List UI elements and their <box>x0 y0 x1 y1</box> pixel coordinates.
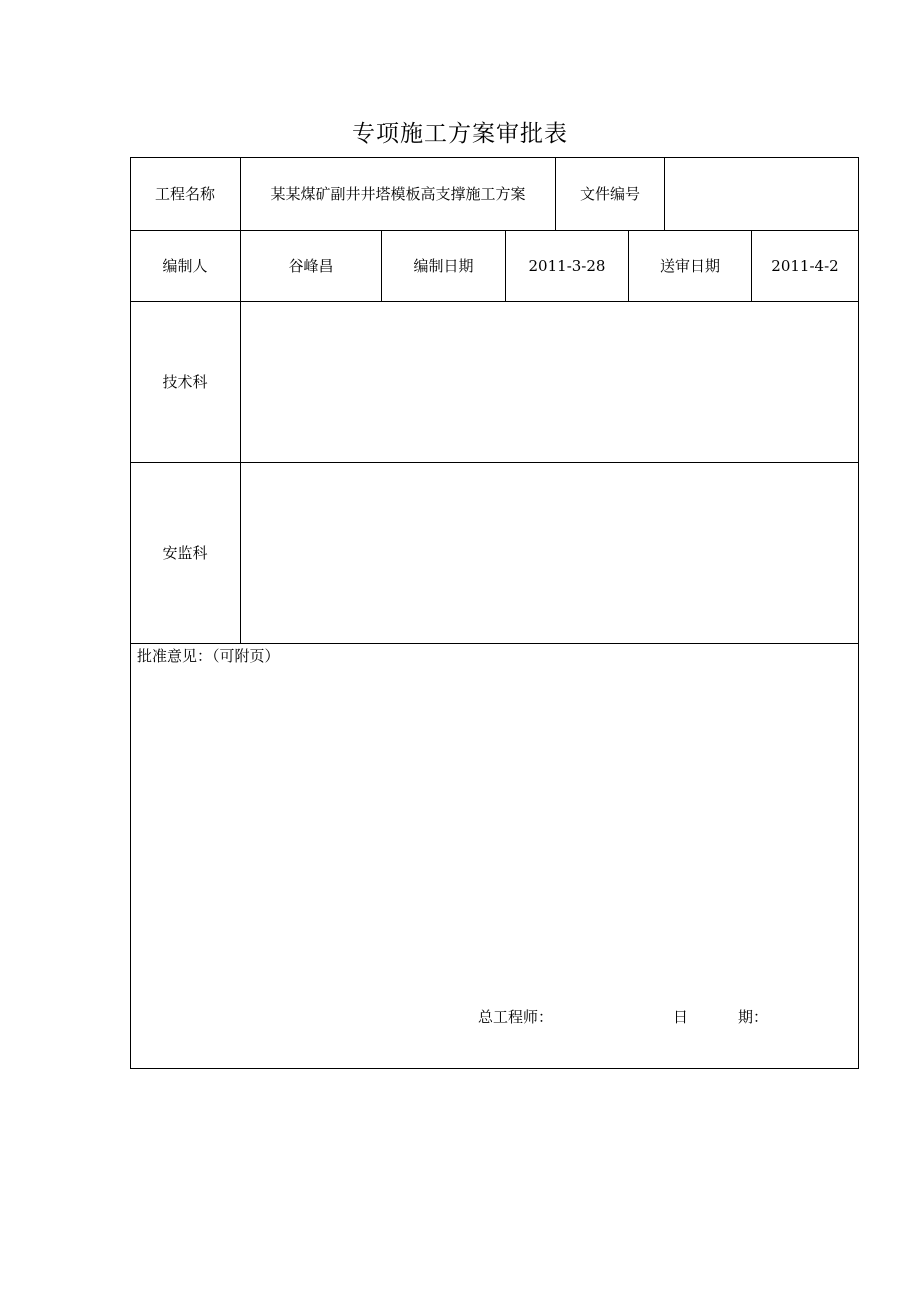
safety-dept-label: 安监科 <box>162 544 208 562</box>
prepared-date-label: 编制日期 <box>413 257 474 275</box>
file-no-label: 文件编号 <box>579 184 640 203</box>
date-label-period: 期： <box>738 1008 769 1026</box>
project-name-label: 工程名称 <box>154 184 215 203</box>
author-value: 谷峰昌 <box>288 257 334 275</box>
submit-date-label: 送审日期 <box>659 257 720 275</box>
border-bottom <box>130 1068 859 1069</box>
project-name-value: 某某煤矿副井井塔模板高支撑施工方案 <box>270 184 526 203</box>
chief-engineer-label: 总工程师： <box>478 1008 554 1026</box>
tech-dept-label: 技术科 <box>162 373 208 391</box>
prepared-date-value: 2011-3-28 <box>528 257 606 275</box>
file-no-value[interactable] <box>665 157 858 230</box>
author-label: 编制人 <box>162 257 208 275</box>
page-title: 专项施工方案审批表 <box>352 121 568 147</box>
tech-dept-opinion[interactable] <box>241 302 858 462</box>
date-label-day: 日 <box>673 1008 689 1026</box>
border-right <box>858 157 859 1069</box>
safety-dept-opinion[interactable] <box>241 463 858 643</box>
submit-date-value: 2011-4-2 <box>771 257 839 275</box>
row-divider-4 <box>130 643 859 644</box>
approval-opinion-label: 批准意见：（可附页） <box>137 647 280 665</box>
approval-form <box>130 157 859 1069</box>
